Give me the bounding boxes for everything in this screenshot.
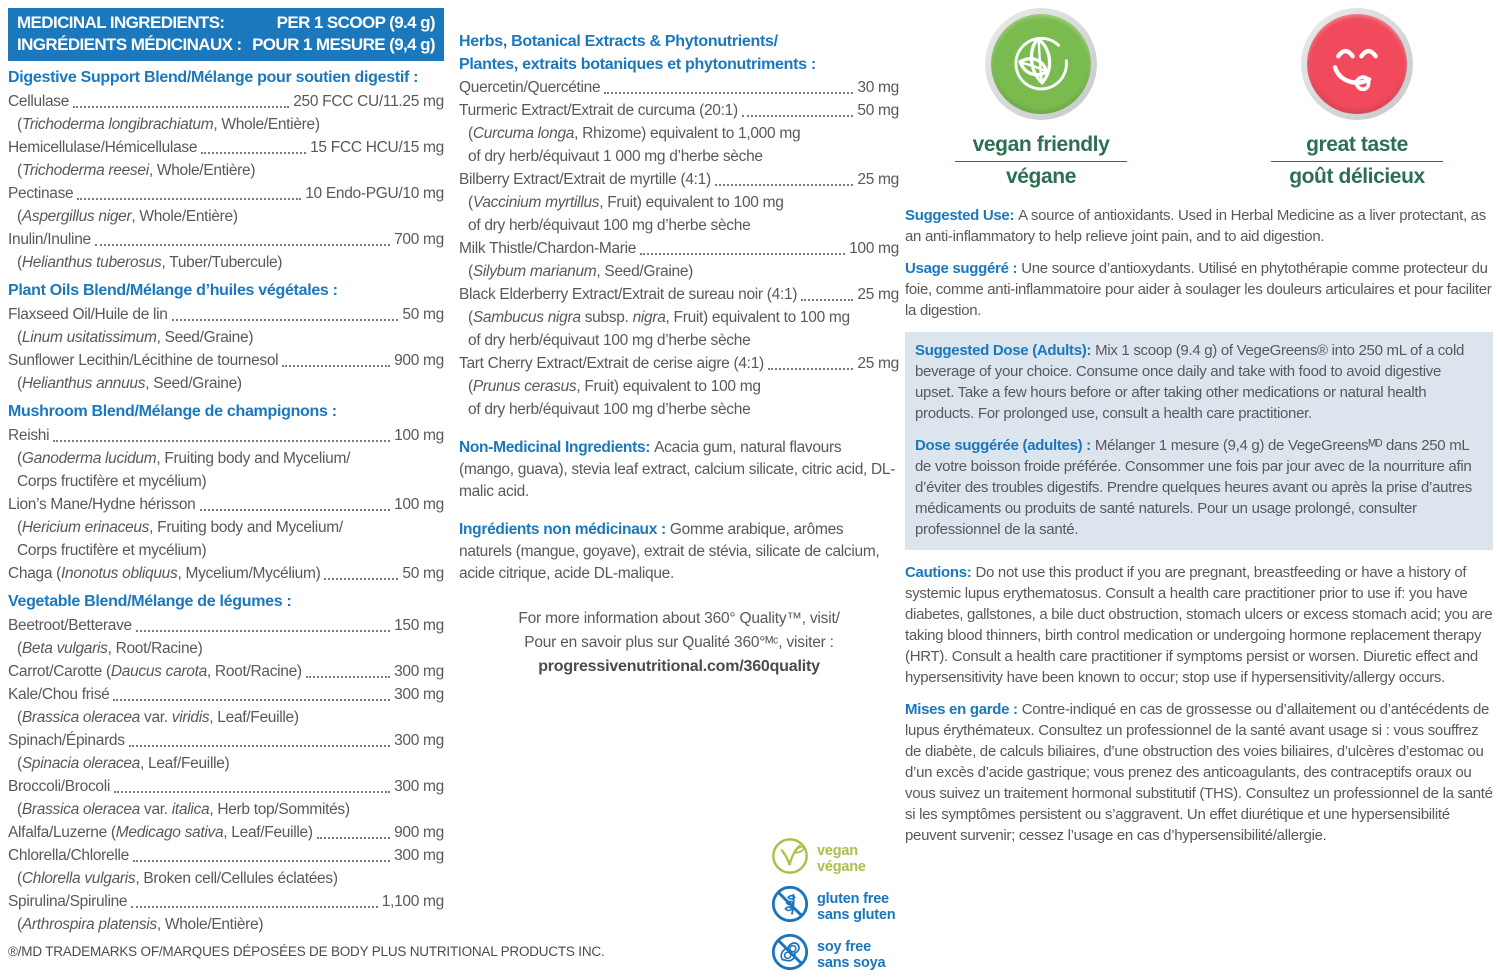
non-medicinal-en [459, 437, 899, 503]
dotted-leader [129, 745, 390, 747]
ingredient-row [8, 844, 444, 867]
ingredient-subline: (Spinacia oleracea, Leaf/Feuille) [17, 755, 230, 772]
ingredient-amount: 50 mg [402, 306, 444, 323]
ingredient-subline: (Linum usitatissimum, Seed/Graine) [17, 329, 254, 346]
smiley-tongue-icon [1307, 14, 1407, 114]
ingredient-subline: (Helianthus annuus, Seed/Graine) [17, 375, 242, 392]
soy-free-icon [770, 932, 810, 977]
more-info-line2: Pour en savoir plus sur Qualité 360°ᴹᶜ, visiter : [524, 634, 834, 651]
ingredient-subline: (Vaccinium myrtillus, Fruit) equivalent to 100 mg [468, 194, 784, 211]
more-info-block [459, 607, 899, 679]
dotted-leader [133, 860, 390, 862]
ingredient-amount: 150 mg [394, 617, 444, 634]
header-serving-en: PER 1 SCOOP (9.4 g) [276, 13, 435, 32]
more-info-url: progressivenutritional.com/360quality [538, 658, 820, 675]
ingredient-amount: 25 mg [857, 355, 899, 372]
dotted-leader [715, 184, 854, 186]
ingredient-amount: 10 Endo-PGU/10 mg [305, 185, 444, 202]
suggested-dose-label: Suggested Dose (Adults): [915, 342, 1092, 359]
ingredient-subline: (Hericium erinaceus, Fruiting body and Mycelium/ [17, 519, 343, 536]
usage-suggere-paragraph [905, 258, 1493, 321]
ingredient-row [8, 136, 444, 159]
ingredient-row [8, 775, 444, 798]
ingredient-amount: 300 mg [394, 778, 444, 795]
mises-en-garde-label: Mises en garde : [905, 701, 1018, 718]
middle-column [459, 30, 899, 679]
ingredient-amount: 300 mg [394, 732, 444, 749]
vegan-leaf-icon [770, 836, 810, 881]
ingredient-subline: (Beta vulgaris, Root/Racine) [17, 640, 203, 657]
soy-free-badge [770, 932, 906, 977]
ingredient-amount: 30 mg [857, 79, 899, 96]
header-serving-fr: POUR 1 MESURE (9,4 g) [252, 35, 435, 54]
ingredient-subline: (Trichoderma reesei, Whole/Entière) [17, 162, 256, 179]
non-medicinal-fr [459, 519, 899, 585]
ingredient-subline: of dry herb/équivaut 100 mg d’herbe sèche [468, 401, 751, 418]
dotted-leader [200, 509, 391, 511]
ingredient-amount: 100 mg [394, 496, 444, 513]
ingredient-name: Hemicellulase/Hémicellulase [8, 139, 198, 156]
ingredient-row [8, 614, 444, 637]
dotted-leader [640, 253, 845, 255]
suggested-dose-paragraph [915, 340, 1483, 424]
dotted-leader [136, 630, 390, 632]
dose-suggeree-text: Mélanger 1 mesure (9,4 g) de VegeGreensᴹᴰ dans 250 mL de votre boisson froide préférée. Consommer une fois par jour avec de la nourriture afin d’éviter des troubles digestifs. Prendre quelques heures avant ou après la prise d’autres médicaments ou produits de santé naturels. Pour un usage prolongé, consulter professionnel de la santé. [915, 437, 1472, 538]
ingredient-subline: (Ganoderma lucidum, Fruiting body and Mycelium/ [17, 450, 351, 467]
ingredient-amount: 900 mg [394, 824, 444, 841]
ingredient-amount: 25 mg [857, 171, 899, 188]
ingredient-subline: of dry herb/équivaut 100 mg d’herbe sèche [468, 332, 751, 349]
dotted-leader [77, 198, 301, 200]
dose-suggeree-paragraph [915, 435, 1483, 540]
mises-en-garde-text: Contre-indiqué en cas de grossesse ou d’allaitement ou d’antécédents de lupus érythémateux. Consultez un professionnel de la santé avant usage si : vous souffrez de diabète, de calculs biliaires, d’une obstruction des voies biliaires, d’ulcères d’estomac ou d’un excès d’acide gastrique; vous prenez des anticoagulants, des contraceptifs oraux ou vous suivez un traitement hormonal substitutif (THS). Consultez un professionnel de la santé si les symptômes persistent ou s’aggravent. Un effet diurétique et une hypersensibilité peuvent survenir; cessez l’usage en cas d’hypersensibilité/allergie. [905, 701, 1493, 844]
dotted-leader [768, 368, 854, 370]
gluten-free-text: gluten free sans gluten [817, 890, 896, 923]
ingredient-subline: (Helianthus tuberosus, Tuber/Tubercule) [17, 254, 283, 271]
dotted-leader [95, 244, 390, 246]
header-title-en: MEDICINAL INGREDIENTS: [17, 13, 225, 32]
badge-divider [955, 161, 1127, 162]
ingredient-name: Bilberry Extract/Extrait de myrtille (4:1) [459, 171, 711, 188]
ingredient-amount: 300 mg [394, 686, 444, 703]
ingredient-subline: (Brassica oleracea var. viridis, Leaf/Feuille) [17, 709, 299, 726]
dotted-leader [53, 440, 390, 442]
ingredient-name: Pectinase [8, 185, 74, 202]
ingredient-subline: Corps fructifère et mycélium) [17, 473, 207, 490]
ingredient-row [8, 890, 444, 913]
dotted-leader [742, 115, 854, 117]
cautions-paragraph [905, 562, 1493, 688]
header-row-en [17, 12, 435, 34]
ingredient-subline: Corps fructifère et mycélium) [17, 542, 207, 559]
vegan-badge-text: vegan végane [817, 842, 866, 875]
ingredient-amount: 300 mg [394, 847, 444, 864]
badge-label-en: great taste [1306, 133, 1408, 156]
ingredient-row [459, 237, 899, 260]
cautions-text: Do not use this product if you are pregnant, breastfeeding or have a history of systemic lupus erythematosus. Consult a health care practitioner prior to use if: you have diabetes, gallstones, a bile duct obstruction, stomach ulcers or excess stomach acid; you are taking blood thinners, birth control medication or undergoing hormone replacement therapy (HRT). Consult a health care practitioner if symptoms persist or worsen. Diuretic effect and hypersensitivity have been known to occur; stop use if hypersensitivity/allergy occurs. [905, 564, 1493, 686]
ingredient-name: Spinach/Épinards [8, 732, 125, 749]
ingredient-amount: 250 FCC CU/11.25 mg [293, 93, 444, 110]
ingredient-subline: (Brassica oleracea var. italica, Herb top/Sommités) [17, 801, 350, 818]
ingredient-name: Sunflower Lecithin/Lécithine de tournesol [8, 352, 279, 369]
section-heading: Mushroom Blend/Mélange de champignons : [8, 403, 337, 420]
ingredient-row [459, 352, 899, 375]
vegan-friendly-ring [985, 8, 1097, 120]
ingredient-name: Chlorella/Chlorelle [8, 847, 129, 864]
cautions-label: Cautions: [905, 564, 972, 581]
gluten-free-badge [770, 884, 906, 929]
badge-label-fr: végane [1006, 165, 1076, 188]
ingredient-amount: 1,100 mg [381, 893, 444, 910]
section-heading: Digestive Support Blend/Mélange pour soutien digestif : [8, 69, 419, 86]
ingredient-name: Cellulase [8, 93, 70, 110]
trademark-footnote: ®/MD TRADEMARKS OF/MARQUES DÉPOSÉES DE BODY PLUS NUTRITIONAL PRODUCTS INC. [8, 944, 605, 959]
dotted-leader [113, 699, 390, 701]
mises-en-garde-paragraph [905, 699, 1493, 846]
dotted-leader [604, 92, 853, 94]
diet-badges [770, 836, 906, 980]
more-info-line1: For more information about 360° Quality™, visit/ [518, 610, 840, 627]
gluten-free-icon [770, 884, 810, 929]
ingredient-amount: 25 mg [857, 286, 899, 303]
section-heading: Plant Oils Blend/Mélange d’huiles végétales : [8, 282, 338, 299]
ingredient-amount: 300 mg [394, 663, 444, 680]
ingredient-row [8, 729, 444, 752]
dotted-leader [172, 319, 399, 321]
left-sections [8, 67, 444, 936]
ingredient-amount: 900 mg [394, 352, 444, 369]
usage-suggere-label: Usage suggéré : [905, 260, 1018, 277]
right-column [905, 8, 1493, 857]
ingredient-name: Spirulina/Spiruline [8, 893, 128, 910]
herbs-heading-line1: Herbs, Botanical Extracts & Phytonutrients/ [459, 33, 778, 50]
ingredient-amount: 50 mg [402, 565, 444, 582]
ingredient-row [8, 493, 444, 516]
ingredient-row [8, 660, 444, 683]
ingredient-name: Tart Cherry Extract/Extrait de cerise aigre (4:1) [459, 355, 764, 372]
dotted-leader [306, 676, 390, 678]
ingredient-amount: 100 mg [394, 427, 444, 444]
ingredient-row [8, 683, 444, 706]
ingredient-row [8, 424, 444, 447]
ingredient-row [459, 99, 899, 122]
suggested-use-label: Suggested Use: [905, 207, 1015, 224]
usage-suggere-text: Une source d’antioxydants. Utilisé en phytothérapie comme protecteur du foie, comme anti-inflammatoire pour aider à soulager les douleurs articulaires et pour faciliter la digestion. [905, 260, 1492, 319]
ingredient-subline: of dry herb/équivaut 1 000 mg d’herbe sèche [468, 148, 763, 165]
ingredient-name: Alfalfa/Luzerne (Medicago sativa, Leaf/Feuille) [8, 824, 313, 841]
dotted-leader [114, 791, 390, 793]
ingredient-subline: (Aspergillus niger, Whole/Entière) [17, 208, 238, 225]
ingredient-name: Broccoli/Brocoli [8, 778, 111, 795]
ingredient-subline: (Trichoderma longibrachiatum, Whole/Entière) [17, 116, 320, 133]
middle-ingredients [459, 76, 899, 421]
ingredient-name: Reishi [8, 427, 50, 444]
ingredient-subline: (Prunus cerasus, Fruit) equivalent to 100 mg [468, 378, 761, 395]
left-column [8, 8, 444, 936]
non-medicinal-en-text: Acacia gum, natural flavours (mango, guava), stevia leaf extract, calcium silicate, citric acid, DL-malic acid. [459, 439, 896, 500]
ingredient-row [8, 349, 444, 372]
ingredient-name: Lion’s Mane/Hydne hérisson [8, 496, 196, 513]
ingredient-subline: (Sambucus nigra subsp. nigra, Fruit) equivalent to 100 mg [468, 309, 850, 326]
badge-label-fr: goût délicieux [1289, 165, 1425, 188]
ingredient-name: Beetroot/Betterave [8, 617, 132, 634]
ingredient-name: Milk Thistle/Chardon-Marie [459, 240, 637, 257]
dotted-leader [201, 152, 306, 154]
great-taste-badge [1257, 8, 1457, 189]
header-title-fr: INGRÉDIENTS MÉDICINAUX : [17, 35, 242, 54]
ingredient-amount: 50 mg [857, 102, 899, 119]
non-medicinal-en-label: Non-Medicinal Ingredients: [459, 439, 651, 456]
great-taste-ring [1301, 8, 1413, 120]
herbs-heading-line2: Plantes, extraits botaniques et phytonutriments : [459, 56, 816, 73]
suggested-dose-text: Mix 1 scoop (9.4 g) of VegeGreens® into 250 mL of a cold beverage of your choice. Consume once daily and take with food to avoid digestive upset. Take a few hours before or after taking other medications or natural health products. For prolonged use, consult a health care practitioner. [915, 342, 1465, 422]
ingredient-row [8, 821, 444, 844]
ingredient-row [459, 283, 899, 306]
ingredient-name: Turmeric Extract/Extrait de curcuma (20:1) [459, 102, 738, 119]
vegan-friendly-leaf-icon [991, 14, 1091, 114]
ingredient-name: Flaxseed Oil/Huile de lin [8, 306, 168, 323]
ingredient-subline: of dry herb/équivaut 100 mg d’herbe sèche [468, 217, 751, 234]
ingredient-name: Chaga (Inonotus obliquus, Mycelium/Mycélium) [8, 565, 321, 582]
non-medicinal-fr-text: Gomme arabique, arômes naturels (mangue, goyave), extrait de stévia, silicate de calcium, acide citrique, acide DL-malique. [459, 521, 880, 582]
ingredient-amount: 700 mg [394, 231, 444, 248]
ingredient-name: Inulin/Inuline [8, 231, 91, 248]
ingredient-row [459, 168, 899, 191]
suggested-use-paragraph [905, 205, 1493, 247]
feature-badges [905, 8, 1493, 189]
ingredient-name: Black Elderberry Extract/Extrait de sureau noir (4:1) [459, 286, 798, 303]
dose-suggeree-label: Dose suggérée (adultes) : [915, 437, 1091, 454]
vegan-badge-small [770, 836, 906, 881]
ingredient-subline: (Chlorella vulgaris, Broken cell/Cellules éclatées) [17, 870, 338, 887]
vegan-friendly-badge [941, 8, 1141, 189]
dotted-leader [324, 578, 398, 580]
suggested-use-text: A source of antioxidants. Used in Herbal Medicine as a liver protectant, as an anti-inflammatory to help relieve joint pain, and to aid digestion. [905, 207, 1486, 245]
ingredient-row [8, 303, 444, 326]
ingredient-name: Carrot/Carotte (Daucus carota, Root/Racine) [8, 663, 302, 680]
section-heading: Vegetable Blend/Mélange de légumes : [8, 593, 292, 610]
ingredient-amount: 100 mg [849, 240, 899, 257]
dotted-leader [73, 106, 289, 108]
dotted-leader [801, 299, 853, 301]
ingredient-amount: 15 FCC HCU/15 mg [310, 139, 444, 156]
ingredient-subline: (Curcuma longa, Rhizome) equivalent to 1,000 mg [468, 125, 801, 142]
header-row-fr [17, 34, 435, 56]
ingredient-row [8, 90, 444, 113]
ingredient-subline: (Silybum marianum, Seed/Graine) [468, 263, 694, 280]
ingredient-row [8, 562, 444, 585]
ingredient-name: Kale/Chou frisé [8, 686, 110, 703]
badge-label-en: vegan friendly [972, 133, 1110, 156]
non-medicinal-fr-label: Ingrédients non médicinaux : [459, 521, 666, 538]
suggested-dose-box [905, 332, 1493, 550]
ingredient-row [459, 76, 899, 99]
ingredient-name: Quercetin/Quercétine [459, 79, 601, 96]
ingredient-subline: (Arthrospira platensis, Whole/Entière) [17, 916, 264, 933]
ingredient-row [8, 228, 444, 251]
ingredient-row [8, 182, 444, 205]
soy-free-text: soy free sans soya [817, 938, 886, 971]
medicinal-header-bar [8, 8, 444, 61]
badge-divider [1271, 161, 1443, 162]
dotted-leader [131, 906, 378, 908]
dotted-leader [317, 837, 390, 839]
dotted-leader [282, 365, 390, 367]
